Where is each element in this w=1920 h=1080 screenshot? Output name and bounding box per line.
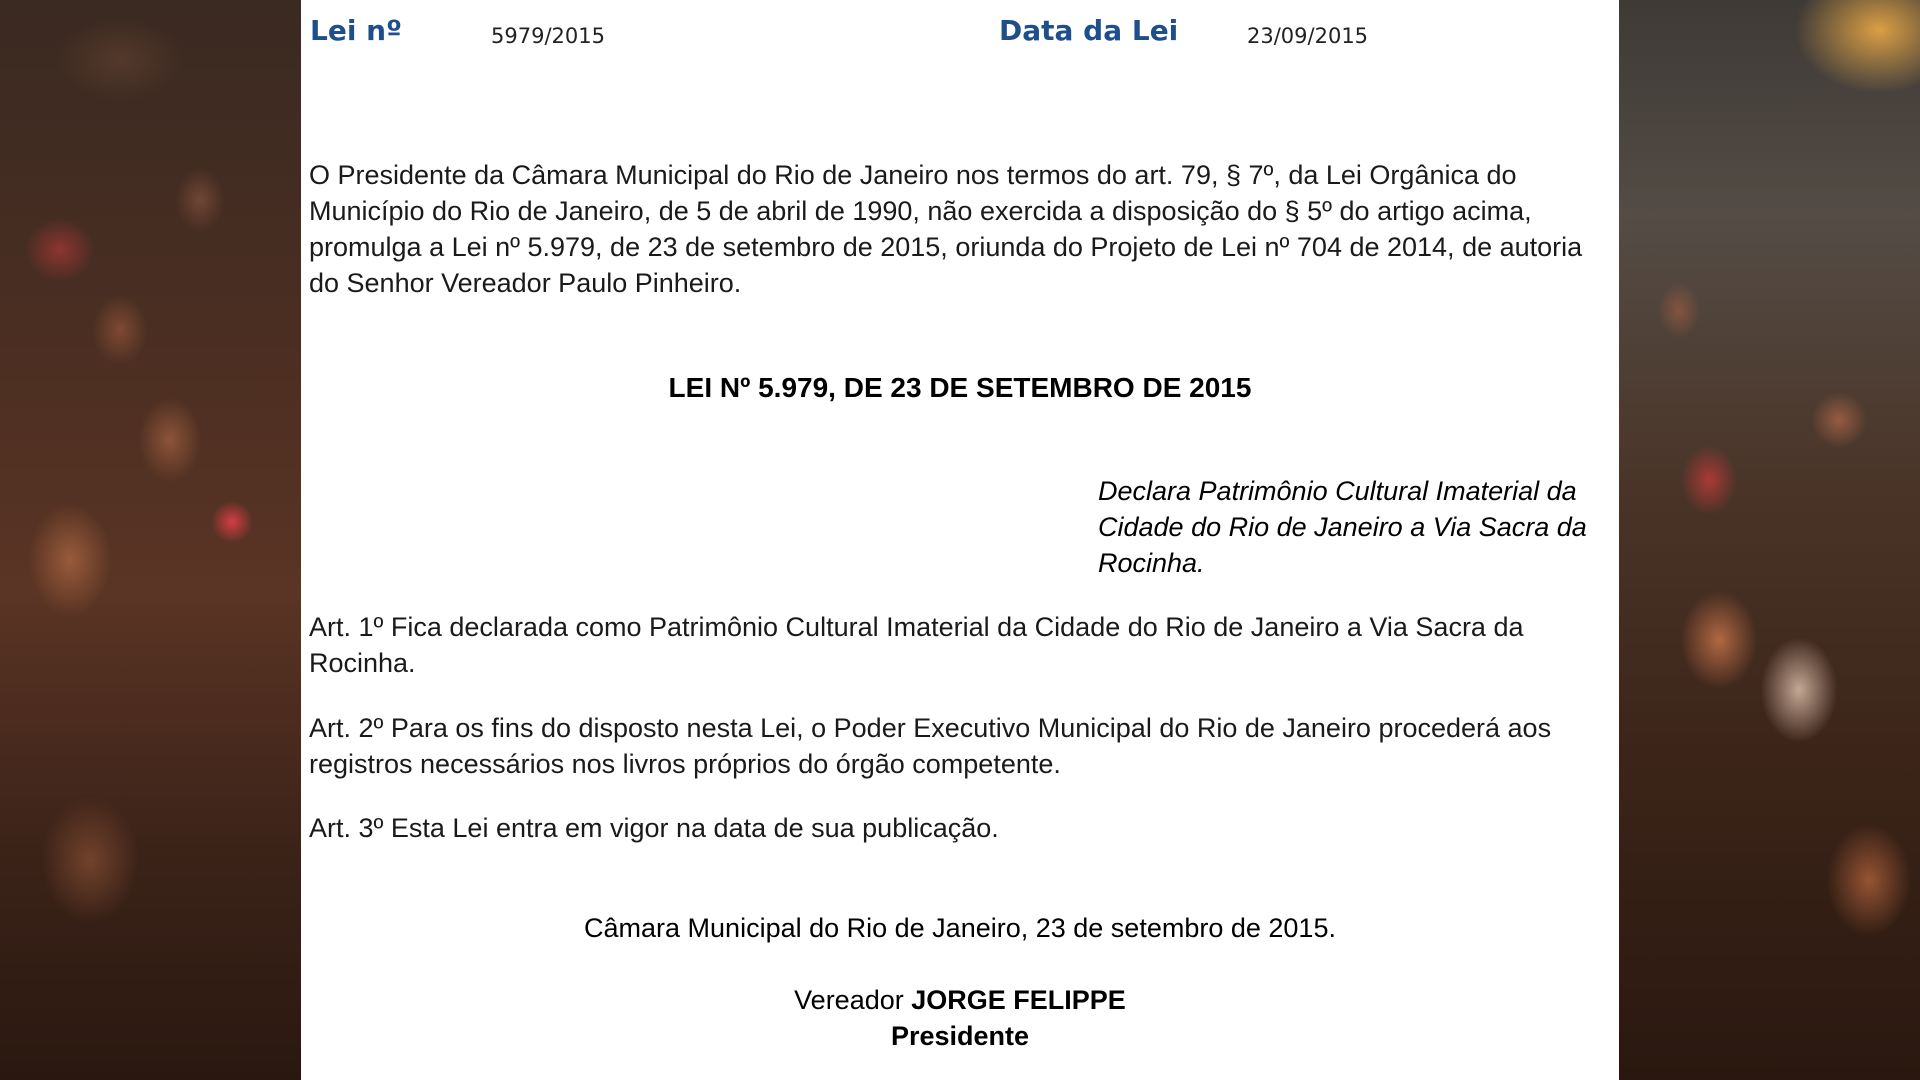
signature-line <box>301 982 1619 1018</box>
article-3: Art. 3º Esta Lei entra em vigor na data de sua publicação. <box>309 813 999 843</box>
preamble-paragraph: O Presidente da Câmara Municipal do Rio de Janeiro nos termos do art. 79, § 7º, da Lei Orgânica do Município do Rio de Janeiro, de 5 de abril de 1990, não exercida a disposição do § 5º do artigo acima, promulga a Lei nº 5.979, de 23 de setembro de 2015, oriunda do Projeto de Lei nº 704 de 2014, de autoria do Senhor Vereador Paulo Pinheiro. <box>309 160 1583 298</box>
law-title: LEI Nº 5.979, DE 23 DE SETEMBRO DE 2015 <box>668 372 1252 403</box>
signature-role: Presidente <box>890 1021 1030 1051</box>
lei-date-value: 23/09/2015 <box>1247 24 1369 48</box>
signature-prefix: Vereador <box>794 985 904 1015</box>
crowd-photo-left <box>0 0 301 1080</box>
law-document <box>301 0 1619 1080</box>
closing-line: Câmara Municipal do Rio de Janeiro, 23 de setembro de 2015. <box>584 913 1336 943</box>
article-2: Art. 2º Para os fins do disposto nesta Lei, o Poder Executivo Municipal do Rio de Janeiro procederá aos registros necessários nos livros próprios do órgão competente. <box>309 713 1552 779</box>
lei-date-label: Data da Lei <box>999 14 1179 47</box>
lei-number-value: 5979/2015 <box>491 24 605 48</box>
law-ementa: Declara Patrimônio Cultural Imaterial da Cidade do Rio de Janeiro a Via Sacra da Rocinha. <box>1098 476 1587 578</box>
article-1: Art. 1º Fica declarada como Patrimônio Cultural Imaterial da Cidade do Rio de Janeiro a Via Sacra da Rocinha. <box>309 612 1524 678</box>
signature-name: JORGE FELIPPE <box>911 985 1126 1015</box>
lei-number-label: Lei nº <box>310 14 402 47</box>
crowd-photo-right <box>1619 0 1920 1080</box>
